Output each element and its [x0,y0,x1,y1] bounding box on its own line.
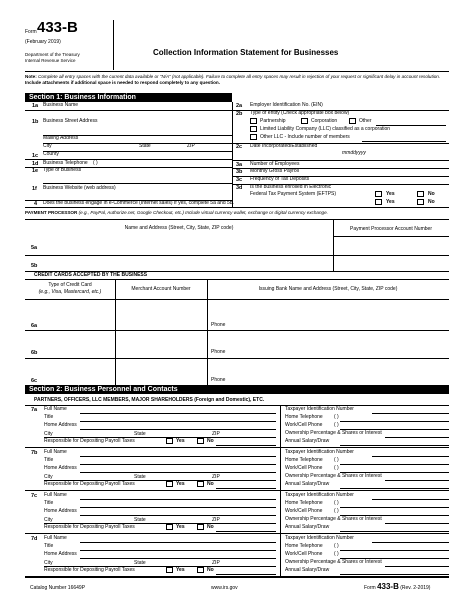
rule [43,183,232,184]
person-7d-title-line [80,550,276,551]
person-7d-no-checkbox[interactable] [197,567,204,573]
person-7c-no-label: No [207,524,214,530]
person-7a-home-phone-line [340,421,449,422]
person-7b-block-bottom [25,490,449,491]
section2-subtitle: PARTNERS, OFFICERS, LLC MEMBERS, MAJOR SHAREHOLDERS (Foreign and Domestic), ETC. [34,397,265,403]
person-7a-city-label: City [44,431,53,437]
rule [25,358,449,359]
person-7d-work-phone-value[interactable]: ( ) [334,551,339,557]
person-7b-yes-checkbox[interactable] [166,481,173,487]
line-1e-num: 1e [32,168,39,174]
person-7b-tin-line [372,456,449,457]
person-7b-zip-label: ZIP [212,474,220,480]
processor-col1-header: Name and Address (Street, City, State, ZIP code) [124,225,234,231]
person-7a-home-phone-value[interactable]: ( ) [334,414,339,420]
processor-heading [25,210,449,215]
person-7a-responsible-label: Responsible for Depositing Payroll Taxes [44,438,135,444]
catalog-number: Catalog Number 16649P [30,585,86,591]
person-7a-tin-label: Taxpayer Identification Number [285,406,354,412]
person-7d-full-name-label: Full Name [44,535,67,541]
rule [207,279,208,385]
cards-col1-line2: (e.g., Visa, Mastercard, etc.) [38,289,102,295]
line-1f-label: Business Website (web address) [43,185,116,191]
state-label: State [139,143,151,149]
llc-corp-checkbox[interactable] [250,126,257,132]
person-7c-home-address-line [80,515,276,516]
rule [25,255,449,256]
person-7a-home-address-label: Home Address [44,422,77,428]
person-7a-full-name-label: Full Name [44,406,67,412]
person-7c-ownership-label: Ownership Percentage & Shares or Interest [285,516,382,522]
person-7d-full-name-line [80,542,276,543]
person-7a-state-label: State [134,431,146,437]
footer-rule [25,577,449,578]
header-divider [113,20,114,70]
rule [25,279,449,280]
person-7d-zip-label: ZIP [212,560,220,566]
person-7c-city-label: City [44,517,53,523]
note [25,74,449,86]
line-1b-label: Business Street Address [43,118,98,124]
rule [43,151,232,152]
person-7a-home-address-line [80,429,276,430]
person-7a-responsible-line [216,445,276,446]
processor-text: (e.g., PayPal, Authorize.net, Google Checkout, etc.) Include virtual currency wallet, exchange or digital currency exchange. [78,210,328,215]
person-7c-no-checkbox[interactable] [197,524,204,530]
line-4-label: Does the business engage in e-Commerce (Internet sales) If yes, complete 5a and 5b. [43,200,234,206]
person-7d-salary-label: Annual Salary/Draw [285,567,330,573]
person-7c-home-phone-value[interactable]: ( ) [334,500,339,506]
person-7a-zip-label: ZIP [212,431,220,437]
line-3b-num: 3b [236,169,243,175]
line-3b-label: Monthly Gross Payroll [250,168,299,174]
other-llc-checkbox[interactable] [250,134,257,140]
person-7b-responsible-line [216,488,276,489]
line-3c-num: 3c [236,177,243,183]
person-7c-state-label: State [134,517,146,523]
line-2c-num: 2c [236,144,243,150]
person-7a-yes-checkbox[interactable] [166,438,173,444]
ecommerce-yes-checkbox[interactable] [375,199,382,205]
person-7b-state-label: State [134,474,146,480]
person-7b-salary-label: Annual Salary/Draw [285,481,330,487]
person-7a-work-phone-value[interactable]: ( ) [334,422,339,428]
note-bold-text: Include attachments if additional space is needed to respond completely to any question. [25,80,221,85]
line-2c-label: Date Incorporated/Established [250,143,318,149]
section2-bar: Section 2: Business Personnel and Contacts [25,385,449,394]
person-7d-responsible-line [216,574,276,575]
agency-line2: Internal Revenue Service [25,58,76,63]
person-7d-home-phone-value[interactable]: ( ) [334,543,339,549]
llc-corp-label: Limited Liability Company (LLC) classified as a corporation [260,126,391,132]
phone-6c: Phone [211,377,226,383]
person-7b-tin-label: Taxpayer Identification Number [285,449,354,455]
line-2a-num: 2a [236,103,243,109]
footer-revision: (Rev. 2-2019) [400,585,431,591]
person-7d-home-address-label: Home Address [44,551,77,557]
person-7a-title-line [80,421,276,422]
person-7d-home-phone-label: Home Telephone [285,543,323,549]
person-7d-home-address-line [80,558,276,559]
person-7c-tin-line [372,499,449,500]
person-7c-responsible-line [216,531,276,532]
corporation-checkbox[interactable] [301,118,308,124]
rule [25,405,449,406]
person-7c-salary-line [340,531,449,532]
note-label: Note: [25,74,37,79]
person-7a-ownership-line [385,437,449,438]
person-7d-tin-line [372,542,449,543]
person-7b-no-checkbox[interactable] [197,481,204,487]
line-3d-label2: Federal Tax Payment System (EFTPS) [250,191,337,197]
section2-divider [280,405,281,577]
line-3d-num: 3d [236,185,243,191]
person-7c-title-label: Title [44,500,54,506]
person-7c-home-phone-label: Home Telephone [285,500,323,506]
person-7c-ownership-line [385,523,449,524]
rule [25,330,449,331]
partnership-checkbox[interactable] [250,118,257,124]
page-title: Collection Information Statement for Businesses [153,48,339,57]
person-7a-no-label: No [207,438,214,444]
partnership-label: Partnership [260,118,286,124]
person-7c-tin-label: Taxpayer Identification Number [285,492,354,498]
person-7b-ownership-line [385,480,449,481]
person-7c-work-phone-value[interactable]: ( ) [334,508,339,514]
person-7b-num: 7b [31,450,38,456]
cards-col3-header: Issuing Bank Name and Address (Street, City, State, ZIP code) [258,286,398,292]
other-label: Other [359,118,372,124]
eftps-yes-label: Yes [386,191,395,197]
other-llc-label: Other LLC - Include number of members [260,134,350,140]
rule [333,219,334,271]
line-1d-label: Business Telephone [43,160,88,166]
city-label: City [43,143,52,149]
line-1c-num: 1c [32,153,39,159]
person-7a-yes-label: Yes [176,438,185,444]
processor-bold: PAYMENT PROCESSOR [25,210,78,215]
line-6a: 6a [31,323,38,329]
eftps-no-label: No [428,191,435,197]
form-header [25,20,449,72]
form-revision: (February 2019) [25,39,61,45]
footer-form-word: Form [364,585,376,591]
person-7c-yes-checkbox[interactable] [166,524,173,530]
person-7a-tin-line [372,413,449,414]
line-1c-label: County [43,151,59,157]
person-7b-full-name-label: Full Name [44,449,67,455]
person-7b-home-phone-value[interactable]: ( ) [334,457,339,463]
ecommerce-yes-label: Yes [386,199,395,205]
line-3c-label: Frequency of Tax Deposits [250,176,310,182]
person-7d-home-phone-line [340,550,449,551]
person-7b-home-phone-line [340,464,449,465]
person-7a-home-phone-label: Home Telephone [285,414,323,420]
person-7b-title-label: Title [44,457,54,463]
rule [362,141,446,142]
line-6c: 6c [31,378,38,384]
other-checkbox[interactable] [349,118,356,124]
person-7c-responsible-label: Responsible for Depositing Payroll Taxes [44,524,135,530]
eftps-no-checkbox[interactable] [417,191,424,197]
person-7c-num: 7c [31,493,38,499]
line-1d-num: 1d [32,161,39,167]
footer-form-id [364,583,430,592]
person-7c-yes-label: Yes [176,524,185,530]
person-7b-responsible-label: Responsible for Depositing Payroll Taxes [44,481,135,487]
person-7c-full-name-line [80,499,276,500]
rule [43,143,232,144]
form-word: Form [25,29,37,35]
person-7d-ownership-line [385,566,449,567]
line-1b-num: 1b [32,119,39,125]
person-7d-city-label: City [44,560,53,566]
line-3d-label1: Is the business enrolled in Electronic [250,184,332,190]
line-3a-num: 3a [236,162,243,168]
ecommerce-no-checkbox[interactable] [417,199,424,205]
line-1e-label: Type of Business [43,167,82,173]
person-7c-zip-label: ZIP [212,517,220,523]
person-7b-no-label: No [207,481,214,487]
person-7d-responsible-label: Responsible for Depositing Payroll Taxes [44,567,135,573]
person-7d-state-label: State [134,560,146,566]
date-format: mmddyyyy [342,150,366,156]
person-7c-title-line [80,507,276,508]
person-7d-num: 7d [31,536,38,542]
line-5b: 5b [31,263,38,269]
rule [25,110,232,111]
line-2a-label: Employer Identification No. (EIN) [250,102,323,108]
person-7b-work-phone-value[interactable]: ( ) [334,465,339,471]
person-7a-full-name-line [80,413,276,414]
person-7b-home-phone-label: Home Telephone [285,457,323,463]
rule [333,236,449,237]
person-7d-tin-label: Taxpayer Identification Number [285,535,354,541]
person-7d-ownership-label: Ownership Percentage & Shares or Interest [285,559,382,565]
phone-6b: Phone [211,349,226,355]
rule [25,299,449,300]
line-5a: 5a [31,245,38,251]
rule [115,279,116,385]
rule [25,219,449,220]
person-7b-city-label: City [44,474,53,480]
person-7b-home-address-line [80,472,276,473]
person-7a-no-checkbox[interactable] [197,438,204,444]
person-7b-work-phone-label: Work/Cell Phone [285,465,323,471]
person-7a-num: 7a [31,407,38,413]
person-7b-salary-line [340,488,449,489]
line-6b: 6b [31,350,38,356]
line-1f-num: 1f [32,186,37,192]
line-2b-label: Type of entity (Check appropriate box below) [250,110,350,116]
person-7d-no-label: No [207,567,214,573]
person-7d-title-label: Title [44,543,54,549]
processor-col2-header: Payment Processor Account Number [350,226,432,232]
section1-right [232,102,449,207]
line-1d-value[interactable]: ( ) [93,160,98,166]
person-7a-work-phone-label: Work/Cell Phone [285,422,323,428]
cards-col2-header: Merchant Account Number [131,286,191,292]
cards-col1-line1: Type of Credit Card [48,282,92,288]
corporation-label: Corporation [311,118,338,124]
person-7d-work-phone-label: Work/Cell Phone [285,551,323,557]
line-2b-num: 2b [236,111,243,117]
eftps-yes-checkbox[interactable] [375,191,382,197]
note-text: Complete all entry spaces with the current data available or "N/A" (not applicable). Failure to complete all entry spaces may result in rejection of your request or significant delay in account resolution. [38,74,441,79]
footer-form-number: 433-B [377,582,399,591]
person-7b-ownership-label: Ownership Percentage & Shares or Interest [285,473,382,479]
person-7b-yes-label: Yes [176,481,185,487]
ecommerce-no-label: No [428,199,435,205]
person-7d-yes-checkbox[interactable] [166,567,173,573]
section1-bar: Section 1: Business Information [25,93,232,102]
phone-6a: Phone [211,322,226,328]
person-7c-work-phone-label: Work/Cell Phone [285,508,323,514]
line-4-num: 4 [34,201,38,207]
person-7c-block-bottom [25,533,449,534]
person-7d-salary-line [340,574,449,575]
mailing-label: Mailing Address [43,135,79,141]
header-rule [25,71,449,72]
person-7c-full-name-label: Full Name [44,492,67,498]
line-1a-label: Business Name [43,102,79,108]
cards-title: CREDIT CARDS ACCEPTED BY THE BUSINESS [34,272,148,278]
person-7a-ownership-label: Ownership Percentage & Shares or Interest [285,430,382,436]
person-7d-yes-label: Yes [176,567,185,573]
section1-left [25,102,232,207]
person-7a-title-label: Title [44,414,54,420]
person-7a-block-bottom [25,447,449,448]
person-7a-salary-label: Annual Salary/Draw [285,438,330,444]
agency-line1: Department of the Treasury [25,52,80,57]
person-7a-salary-line [340,445,449,446]
person-7b-full-name-line [80,456,276,457]
irs-website[interactable]: www.irs.gov [211,585,238,591]
person-7b-home-address-label: Home Address [44,465,77,471]
person-7b-title-line [80,464,276,465]
line-3a-label: Number of Employees [250,161,300,167]
form-number: 433-B [37,19,78,36]
person-7c-home-phone-line [340,507,449,508]
line-1a-num: 1a [32,103,39,109]
person-7c-home-address-label: Home Address [44,508,77,514]
line-4-bottom [25,207,449,208]
zip-label: ZIP [187,143,195,149]
person-7c-salary-label: Annual Salary/Draw [285,524,330,530]
